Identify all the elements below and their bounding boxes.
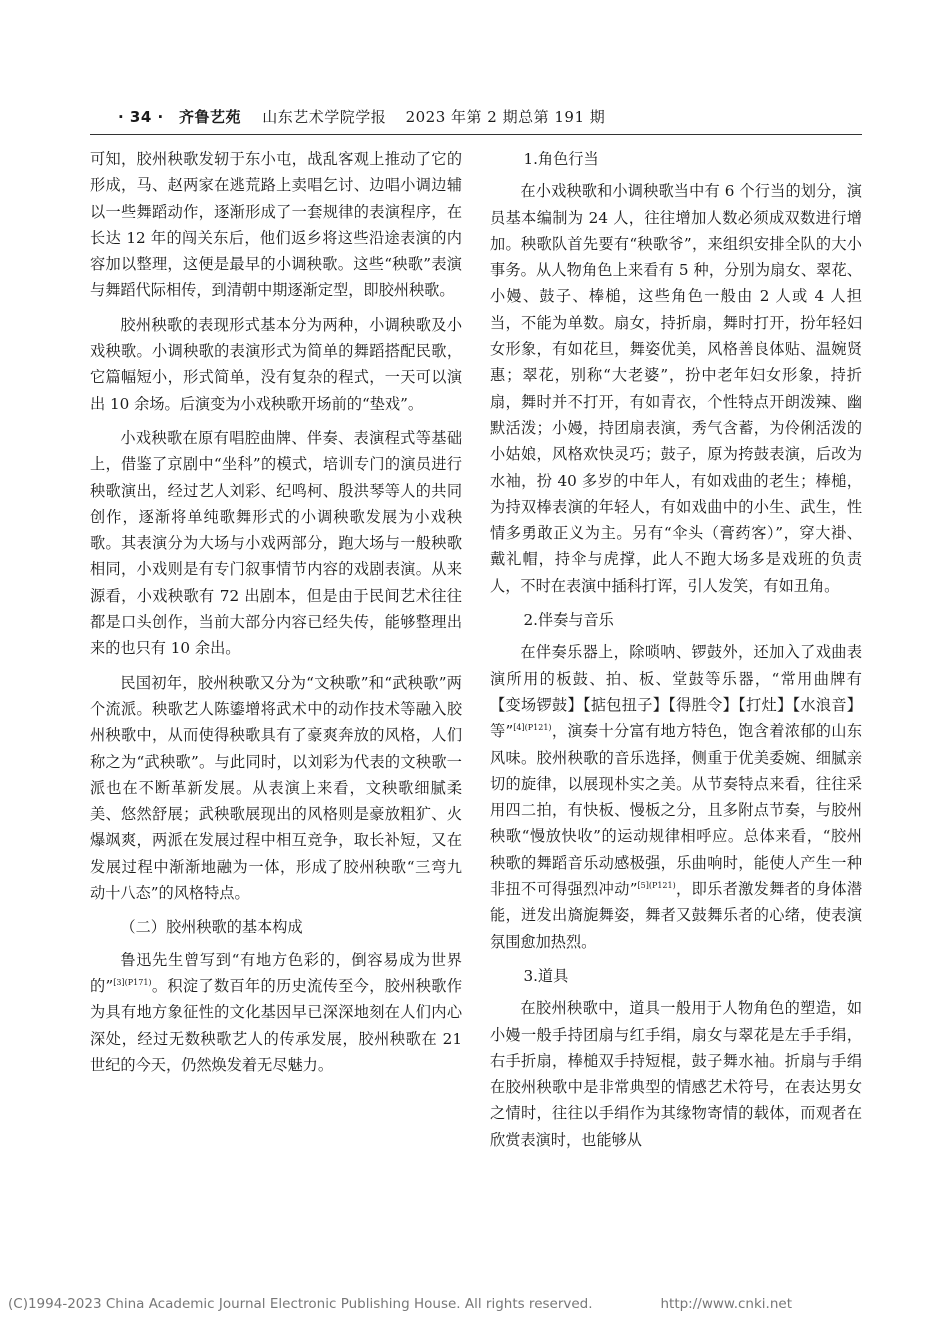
journal-name: 齐鲁艺苑 [179,108,242,126]
footer-url[interactable]: http://www.cnki.net [660,1296,792,1312]
subsection-heading: 3.道具 [523,966,569,985]
issue-info: 2023 年第 2 期总第 191 期 [405,108,606,126]
section-heading: （二）胶州秧歌的基本构成 [120,918,303,937]
paragraph: 可知，胶州秧歌发轫于东小屯，战乱客观上推动了它的形成，马、赵两家在逃荒路上卖唱乞讨、边唱小调边辅以一些舞蹈动作，逐渐形成了一套规律的表演程序，在长达 12 年的闯关东后，他们返乡将这些沿途表演的内容加以整理，这便是最早的小调秧歌。这些“秧歌”表演与舞蹈代际相传，到清朝中期逐渐定型，即胶州秧歌。 [90,150,462,300]
paragraph: 小戏秧歌在原有唱腔曲牌、伴奏、表演程式等基础上，借鉴了京剧中“坐科”的模式，培训专门的演员进行秧歌演出，经过艺人刘彩、纪鸣柯、殷洪琴等人的共同创作，逐渐将单纯歌舞形式的小调秧歌发展为小戏秧歌。其表演分为大场与小戏两部分，跑大场与一般秧歌相同，小戏则是有专门叙事情节内容的戏剧表演。从来源看，小戏秧歌有 72 出剧本，但是由于民间艺术往往都是口头创作，当前大部分内容已经失传，能够整理出来的也只有 10 余出。 [90,428,462,658]
paragraph-text: 鲁迅先生曾写到“有地方色彩的，倒容易成为世界的” [90,950,462,995]
left-column [90,146,462,1086]
paragraph-text: ，演奏十分富有地方特色，饱含着浓郁的山东风味。胶州秧歌的音乐选择，侧重于优美委婉、细腻亲切的旋律，以展现朴实之美。从节奏特点来看，往往采用四二拍，有快板、慢板之分，且多附点节奏，与胶州秧歌“慢放快收”的运动规律相呼应。总体来看，“胶州秧歌的舞蹈音乐动感极强，乐曲响时，能使人产生一种非扭不可得强烈冲动” [490,722,863,899]
paragraph [90,947,462,1078]
paragraph-text: 。积淀了数百年的历史流传至今，胶州秧歌作为具有地方象征性的文化基因早已深深地刻在人们内心深处，经过无数秧歌艺人的传承发展，胶州秧歌在 21 世纪的今天，仍然焕发着无尽魅力。 [90,976,463,1074]
school-name: 山东艺术学院学报 [262,108,387,126]
citation: [4](P121) [513,723,552,733]
paragraph-text: ，即乐者激发舞者的身体潜能，迸发出旖旎舞姿，舞者又鼓舞乐者的心绪，使表演氛围愈加热烈。 [490,880,863,951]
page-number: · 34 · [118,108,164,126]
right-column [490,146,862,1161]
running-header [118,106,605,127]
paragraph-text: 在伴奏乐器上，除唢呐、锣鼓外，还加入了戏曲表演所用的板鼓、拍、板、堂鼓等乐器，“常用曲牌有【变场锣鼓】【掂包扭子】【得胜令】【打灶】【水浪音】等” [490,643,862,741]
subsection-heading: 2.伴奏与音乐 [523,611,614,630]
citation: [5](P121) [637,880,676,890]
paragraph: 胶州秧歌的表现形式基本分为两种，小调秧歌及小戏秧歌。小调秧歌的表演形式为简单的舞蹈搭配民歌，它篇幅短小，形式简单，没有复杂的程式，一天可以演出 10 余场。后演变为小戏秧歌开场前的“垫戏”。 [90,315,462,413]
citation: [3](P171) [113,977,152,987]
paragraph: 民国初年，胶州秧歌又分为“文秧歌”和“武秧歌”两个流派。秧歌艺人陈鎏增将武术中的动作技术等融入胶州秧歌中，从而使得秧歌具有了豪爽奔放的风格，人们称之为“武秧歌”。与此同时，以刘彩为代表的文秧歌一派也在不断革新发展。从表演上来看，文秧歌细腻柔美、悠然舒展；武秧歌展现出的风格则是豪放粗犷、火爆飒爽，两派在发展过程中相互竞争，取长补短，又在发展过程中渐渐地融为一体，形成了胶州秧歌“三弯九动十八态”的风格特点。 [90,673,462,903]
paragraph: 在胶州秧歌中，道具一般用于人物角色的塑造，如小嫚一般手持团扇与红手绢，扇女与翠花是左手手绢，右手折扇，棒槌双手持短棍，鼓子舞水袖。折扇与手绢在胶州秧歌中是非常典型的情感艺术符号，在表达男女之情时，往往以手绢作为其缘物寄情的载体，而观者在欣赏表演时，也能够从 [490,999,862,1149]
footer [8,1296,942,1312]
paragraph: 在小戏秧歌和小调秧歌当中有 6 个行当的划分，演员基本编制为 24 人，往往增加人数必须成双数进行增加。秧歌队首先要有“秧歌爷”，来组织安排全队的大小事务。从人物角色上来看有 5 种，分别为扇女、翠花、小嫚、鼓子、棒槌，这些角色一般由 2 人或 4 人担当，不能为单数。扇女，持折扇，舞时打开，扮年轻妇女形象，有如花旦，舞姿优美，风格善良体贴、温婉贤惠；翠花，别称“大老婆”，扮中老年妇女形象，持折扇，舞时并不打开，有如青衣，个性特点开朗泼辣、幽默活泼；小嫚，持团扇表演，秀气含蓄，为伶俐活泼的小姑娘，风格欢快灵巧；鼓子，原为挎鼓表演，后改为水袖，扮 40 多岁的中年人，有如戏曲的老生；棒槌，为持双棒表演的年轻人，有如戏曲中的小生、武生，性情多勇敢正义为主。另有“伞头（膏药客）”，穿大褂、戴礼帽，持伞与虎撑，此人不跑大场多是戏班的负责人，不时在表演中插科打诨，引人发笑，有如丑角。 [490,182,862,595]
copyright-notice: (C)1994-2023 China Academic Journal Electronic Publishing House. All rights reserved. [8,1296,593,1312]
header-rule [90,134,862,135]
paragraph [490,639,862,955]
subsection-heading: 1.角色行当 [523,150,599,168]
